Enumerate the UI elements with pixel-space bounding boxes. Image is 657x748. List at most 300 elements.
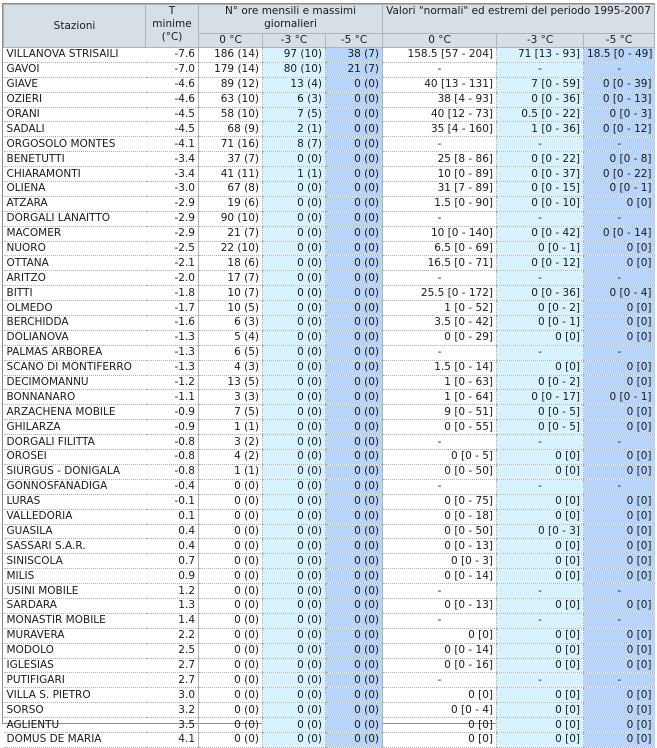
t-min: -0.9 [146,420,199,435]
hours-0c: 0 (0) [199,554,263,569]
t-min: -3.0 [146,182,199,197]
normal-minus3c: 0 [0] [497,658,584,673]
normal-minus5c: 0 [0 - 4] [584,286,655,301]
station-name: AGLIENTU [4,718,146,733]
normal-minus5c: 0 [0] [584,643,655,658]
hours-0c: 89 (12) [199,77,263,92]
normal-0c: 0 [0 - 55] [383,420,497,435]
hours-0c: 58 (10) [199,107,263,122]
hours-0c: 6 (3) [199,316,263,331]
hours-minus3c: 0 (0) [263,345,326,360]
hours-minus5c: 0 (0) [326,92,383,107]
hours-minus5c: 0 (0) [326,569,383,584]
hours-0c: 0 (0) [199,509,263,524]
hours-minus5c: 0 (0) [326,271,383,286]
t-min: 0.4 [146,539,199,554]
hours-0c: 6 (5) [199,345,263,360]
station-name: GIAVE [4,77,146,92]
normal-0c: 16.5 [0 - 71] [383,256,497,271]
t-min: 2.2 [146,628,199,643]
hours-minus3c: 1 (1) [263,167,326,182]
hours-minus5c: 0 (0) [326,301,383,316]
station-name: VALLEDORIA [4,509,146,524]
normal-minus3c: 0 [0] [497,569,584,584]
station-name: GUASILA [4,524,146,539]
station-name: MILIS [4,569,146,584]
hours-0c: 13 (5) [199,375,263,390]
hours-0c: 0 (0) [199,584,263,599]
station-name: DORGALI LANAITTO [4,211,146,226]
hours-0c: 4 (2) [199,450,263,465]
normal-0c: 10 [0 - 140] [383,226,497,241]
table-row [4,658,655,673]
hours-minus3c: 0 (0) [263,182,326,197]
station-name: IGLESIAS [4,658,146,673]
hours-minus5c: 0 (0) [326,658,383,673]
hours-minus5c: 0 (0) [326,643,383,658]
hours-0c: 71 (16) [199,137,263,152]
t-min: -2.0 [146,271,199,286]
t-min: 3.5 [146,718,199,733]
normal-0c: 0 [0 - 14] [383,643,497,658]
t-min: 2.7 [146,658,199,673]
station-name: ARITZO [4,271,146,286]
station-name: BONNANARO [4,390,146,405]
normal-minus3c: - [497,271,584,286]
station-name: GONNOSFANADIGA [4,479,146,494]
table-row [4,122,655,137]
station-name: PUTIFIGARI [4,673,146,688]
frost-hours-table [3,4,655,748]
normal-minus5c: 0 [0 - 1] [584,182,655,197]
header-normals-0c: 0 °C [383,34,497,48]
normal-minus3c: - [497,673,584,688]
hours-minus5c: 0 (0) [326,524,383,539]
t-min: -1.3 [146,360,199,375]
normal-minus3c: 0 [0 - 12] [497,256,584,271]
hours-0c: 3 (3) [199,390,263,405]
normal-minus3c: 0 [0 - 36] [497,92,584,107]
hours-0c: 0 (0) [199,703,263,718]
hours-minus3c: 0 (0) [263,703,326,718]
normal-0c: - [383,479,497,494]
table-row [4,539,655,554]
normal-minus5c: 0 [0] [584,598,655,613]
station-name: DECIMOMANNU [4,375,146,390]
hours-minus3c: 0 (0) [263,405,326,420]
normal-0c: 1 [0 - 63] [383,375,497,390]
hours-minus3c: 2 (1) [263,122,326,137]
hours-0c: 67 (8) [199,182,263,197]
hours-0c: 186 (14) [199,48,263,63]
table-row [4,420,655,435]
table-row [4,509,655,524]
station-name: BERCHIDDA [4,316,146,331]
normal-minus3c: - [497,62,584,77]
normal-minus3c: 0 [0] [497,330,584,345]
station-name: SCANO DI MONTIFERRO [4,360,146,375]
normal-minus3c: 0 [0 - 37] [497,167,584,182]
normal-0c: 0 [0 - 5] [383,450,497,465]
header-tmin: T minime (°C) [146,5,199,48]
table-row [4,301,655,316]
hours-minus5c: 0 (0) [326,360,383,375]
station-name: DORGALI FILITTA [4,435,146,450]
hours-0c: 3 (2) [199,435,263,450]
normal-minus5c: 0 [0] [584,569,655,584]
normal-minus5c: 0 [0] [584,509,655,524]
normal-0c: 25.5 [0 - 172] [383,286,497,301]
normal-minus5c: - [584,613,655,628]
hours-0c: 0 (0) [199,732,263,747]
table-row [4,62,655,77]
hours-minus5c: 0 (0) [326,628,383,643]
hours-minus3c: 0 (0) [263,435,326,450]
t-min: 0.9 [146,569,199,584]
hours-minus5c: 0 (0) [326,196,383,211]
hours-0c: 0 (0) [199,569,263,584]
table-row [4,107,655,122]
t-min: 1.2 [146,584,199,599]
hours-minus3c: 0 (0) [263,196,326,211]
table-row [4,152,655,167]
table-row [4,494,655,509]
table-row [4,479,655,494]
normal-minus3c: 0 [0] [497,718,584,733]
normal-minus3c: - [497,137,584,152]
hours-minus5c: 0 (0) [326,211,383,226]
normal-0c: - [383,211,497,226]
normal-0c: 0 [0 - 13] [383,539,497,554]
station-name: MODOLO [4,643,146,658]
hours-0c: 4 (3) [199,360,263,375]
normal-0c: 0 [0] [383,718,497,733]
hours-0c: 0 (0) [199,479,263,494]
hours-0c: 0 (0) [199,658,263,673]
normal-0c: 10 [0 - 89] [383,167,497,182]
t-min: -3.4 [146,152,199,167]
hours-minus5c: 0 (0) [326,703,383,718]
table-row [4,256,655,271]
t-min: -2.9 [146,211,199,226]
table-row [4,598,655,613]
header-stations: Stazioni [4,5,146,48]
table-row [4,271,655,286]
normal-0c: 40 [13 - 131] [383,77,497,92]
normal-0c: 0 [0 - 16] [383,658,497,673]
table-row [4,167,655,182]
normal-minus3c: - [497,613,584,628]
t-min: 2.7 [146,673,199,688]
station-name: LURAS [4,494,146,509]
hours-0c: 0 (0) [199,494,263,509]
t-min: -0.9 [146,405,199,420]
hours-0c: 1 (1) [199,420,263,435]
normal-0c: 3.5 [0 - 42] [383,316,497,331]
hours-minus3c: 0 (0) [263,464,326,479]
table-row [4,673,655,688]
hours-minus5c: 0 (0) [326,405,383,420]
t-min: -1.6 [146,316,199,331]
table-row [4,613,655,628]
normal-minus5c: 0 [0 - 3] [584,107,655,122]
normal-minus5c: 0 [0] [584,450,655,465]
hours-minus5c: 0 (0) [326,226,383,241]
hours-0c: 0 (0) [199,718,263,733]
hours-minus5c: 38 (7) [326,48,383,63]
hours-minus5c: 0 (0) [326,375,383,390]
hours-minus5c: 0 (0) [326,584,383,599]
normal-minus5c: 0 [0] [584,196,655,211]
hours-minus3c: 0 (0) [263,271,326,286]
table-row [4,196,655,211]
table-row [4,554,655,569]
table-row [4,524,655,539]
hours-0c: 41 (11) [199,167,263,182]
hours-minus5c: 0 (0) [326,152,383,167]
header-hours-group: N° ore mensili e massimi giornalieri [199,5,383,34]
hours-minus3c: 0 (0) [263,226,326,241]
hours-minus3c: 0 (0) [263,598,326,613]
hours-minus3c: 0 (0) [263,613,326,628]
normal-minus5c: 0 [0] [584,628,655,643]
station-name: BITTI [4,286,146,301]
normal-0c: - [383,673,497,688]
normal-0c: 9 [0 - 51] [383,405,497,420]
hours-minus5c: 0 (0) [326,122,383,137]
hours-minus5c: 0 (0) [326,330,383,345]
table-row [4,732,655,747]
table-row [4,286,655,301]
hours-minus3c: 6 (3) [263,92,326,107]
hours-0c: 0 (0) [199,524,263,539]
normal-0c: 0 [0 - 50] [383,464,497,479]
header-normals-minus5c: -5 °C [584,34,655,48]
t-min: -1.3 [146,345,199,360]
t-min: 3.0 [146,688,199,703]
table-row [4,569,655,584]
hours-minus5c: 0 (0) [326,137,383,152]
normal-0c: 0 [0] [383,688,497,703]
table-row [4,182,655,197]
table-body [4,48,655,748]
normal-minus5c: 0 [0 - 8] [584,152,655,167]
t-min: -2.9 [146,226,199,241]
header-hours-0c: 0 °C [199,34,263,48]
station-name: MURAVERA [4,628,146,643]
station-name: PALMAS ARBOREA [4,345,146,360]
hours-0c: 0 (0) [199,688,263,703]
hours-minus5c: 0 (0) [326,673,383,688]
normal-minus3c: 0 [0 - 5] [497,420,584,435]
normal-minus3c: 0 [0] [497,732,584,747]
hours-minus5c: 0 (0) [326,345,383,360]
normal-minus3c: 0 [0] [497,554,584,569]
normal-minus3c: 0 [0] [497,464,584,479]
hours-minus3c: 0 (0) [263,301,326,316]
normal-minus5c: - [584,62,655,77]
table-row [4,330,655,345]
t-min: -1.8 [146,286,199,301]
normal-minus3c: 0 [0 - 1] [497,316,584,331]
hours-minus3c: 0 (0) [263,509,326,524]
hours-minus3c: 0 (0) [263,420,326,435]
hours-0c: 0 (0) [199,673,263,688]
normal-0c: - [383,613,497,628]
hours-minus3c: 8 (7) [263,137,326,152]
hours-0c: 179 (14) [199,62,263,77]
normal-minus3c: - [497,584,584,599]
t-min: -4.5 [146,107,199,122]
t-min: -7.6 [146,48,199,63]
table-row [4,375,655,390]
normal-0c: 0 [0 - 3] [383,554,497,569]
t-min: -0.8 [146,450,199,465]
hours-minus3c: 0 (0) [263,554,326,569]
normal-minus3c: 0 [0] [497,598,584,613]
hours-0c: 19 (6) [199,196,263,211]
hours-minus3c: 0 (0) [263,450,326,465]
hours-minus3c: 0 (0) [263,316,326,331]
normal-minus3c: 0 [0 - 3] [497,524,584,539]
normal-minus3c: 0 [0 - 2] [497,375,584,390]
normal-minus3c: 0 [0] [497,539,584,554]
hours-minus3c: 0 (0) [263,286,326,301]
table-header [4,5,655,48]
normal-minus5c: - [584,584,655,599]
normal-minus5c: 0 [0] [584,688,655,703]
hours-minus5c: 0 (0) [326,688,383,703]
normal-minus3c: 7 [0 - 59] [497,77,584,92]
station-name: SADALI [4,122,146,137]
hours-0c: 17 (7) [199,271,263,286]
normal-minus3c: 0 [0] [497,509,584,524]
header-hours-minus3c: -3 °C [263,34,326,48]
station-name: OLIENA [4,182,146,197]
station-name: DOLIANOVA [4,330,146,345]
normal-minus3c: - [497,479,584,494]
station-name: ORGOSOLO MONTES [4,137,146,152]
hours-0c: 22 (10) [199,241,263,256]
t-min: 0.7 [146,554,199,569]
hours-0c: 21 (7) [199,226,263,241]
table-row [4,688,655,703]
normal-minus3c: 0 [0 - 22] [497,152,584,167]
hours-minus3c: 0 (0) [263,211,326,226]
table-row [4,390,655,405]
hours-minus3c: 0 (0) [263,732,326,747]
normal-0c: 35 [4 - 160] [383,122,497,137]
normal-minus5c: 0 [0] [584,524,655,539]
t-min: 0.1 [146,509,199,524]
normal-minus3c: 0 [0] [497,450,584,465]
station-name: SORSO [4,703,146,718]
normal-0c: 0 [0] [383,732,497,747]
normal-minus5c: - [584,673,655,688]
hours-0c: 0 (0) [199,628,263,643]
table-row [4,703,655,718]
table-row [4,718,655,733]
hours-minus3c: 0 (0) [263,360,326,375]
normal-minus5c: 0 [0] [584,464,655,479]
normal-minus5c: 0 [0] [584,405,655,420]
normal-minus3c: 0 [0] [497,360,584,375]
normal-minus3c: - [497,345,584,360]
t-min: -1.2 [146,375,199,390]
normal-minus3c: 0 [0 - 1] [497,241,584,256]
station-name: OLMEDO [4,301,146,316]
normal-minus5c: - [584,345,655,360]
t-min: -0.1 [146,494,199,509]
hours-0c: 68 (9) [199,122,263,137]
station-name: OROSEI [4,450,146,465]
header-normals-minus3c: -3 °C [497,34,584,48]
table-row [4,226,655,241]
table-row [4,48,655,63]
hours-minus5c: 0 (0) [326,107,383,122]
normal-minus3c: 1 [0 - 36] [497,122,584,137]
hours-minus3c: 0 (0) [263,479,326,494]
normal-minus3c: 0 [0] [497,494,584,509]
normal-minus5c: 0 [0] [584,241,655,256]
t-min: 0.4 [146,524,199,539]
hours-minus3c: 0 (0) [263,375,326,390]
normal-minus5c: 0 [0] [584,301,655,316]
hours-minus5c: 0 (0) [326,420,383,435]
hours-minus5c: 0 (0) [326,167,383,182]
hours-minus5c: 0 (0) [326,732,383,747]
hours-minus3c: 7 (5) [263,107,326,122]
normal-0c: - [383,137,497,152]
t-min: -4.1 [146,137,199,152]
normal-minus3c: 0 [0] [497,703,584,718]
normal-0c: 6.5 [0 - 69] [383,241,497,256]
table-row [4,628,655,643]
station-name: CHIARAMONTI [4,167,146,182]
normal-minus5c: 0 [0] [584,330,655,345]
normal-minus5c: - [584,137,655,152]
table-row [4,464,655,479]
t-min: 2.5 [146,643,199,658]
hours-minus5c: 0 (0) [326,77,383,92]
normal-0c: 158.5 [57 - 204] [383,48,497,63]
normal-minus5c: 0 [0] [584,316,655,331]
station-name: VILLANOVA STRISAILI [4,48,146,63]
normal-0c: 0 [0 - 29] [383,330,497,345]
hours-minus5c: 0 (0) [326,554,383,569]
normal-minus5c: 0 [0] [584,554,655,569]
normal-minus5c: 0 [0] [584,718,655,733]
hours-0c: 63 (10) [199,92,263,107]
hours-0c: 10 (7) [199,286,263,301]
normal-0c: 25 [8 - 86] [383,152,497,167]
normal-minus5c: 0 [0 - 12] [584,122,655,137]
normal-minus3c: 0 [0 - 36] [497,286,584,301]
hours-minus5c: 0 (0) [326,494,383,509]
hours-minus3c: 0 (0) [263,628,326,643]
station-name: USINI MOBILE [4,584,146,599]
t-min: -3.4 [146,167,199,182]
t-min: -1.7 [146,301,199,316]
normal-0c: 0 [0 - 50] [383,524,497,539]
hours-0c: 0 (0) [199,643,263,658]
hours-minus3c: 80 (10) [263,62,326,77]
t-min: -1.1 [146,390,199,405]
normal-minus3c: 0 [0 - 2] [497,301,584,316]
normal-minus5c: 0 [0 - 22] [584,167,655,182]
hours-0c: 0 (0) [199,598,263,613]
normal-minus5c: 0 [0 - 13] [584,92,655,107]
